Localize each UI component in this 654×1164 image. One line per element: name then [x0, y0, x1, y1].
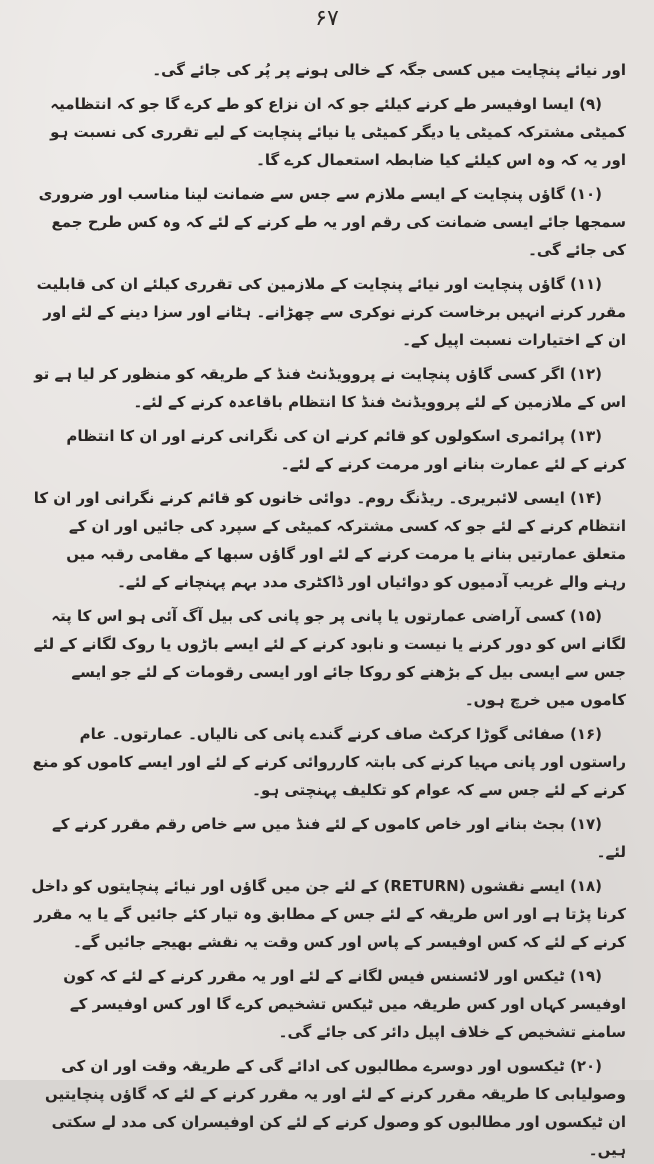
paragraph-clause-9: (۹) ایسا اوفیسر طے کرنے کیلئے جو کہ ان نزاع کو طے کرے گا جو کہ انتظامیہ کمیٹی مشترکہ کمیٹی یا دیگر کمیٹی یا نیائے پنچایت کے لیے تقرری کی نسبت ہو اور یہ کہ وہ اس کیلئے کیا ضابطہ استعمال کرے گا۔	[50, 95, 626, 169]
page-body	[30, 56, 626, 1159]
paragraph-clause-12: (۱۲) اگر کسی گاؤں پنچایت نے پروویڈنٹ فنڈ کے طریقہ کو منظور کر لیا ہے تو اس کے ملازمین کے لئے پروویڈنٹ فنڈ کا انتظام باقاعدہ کرنے کے لئے۔	[34, 365, 626, 411]
paragraph-clause-11: (۱۱) گاؤں پنچایت اور نیائے پنچایت کے ملازمین کی تقرری کیلئے ان کی قابلیت مقرر کرنے انہیں برخاست کرنے نوکری سے چھڑانے۔ ہٹانے اور سزا دینے کے لئے اور ان کے اختیارات نسبت اپیل کے۔	[36, 275, 626, 349]
paragraph-clause-15: (۱۵) کسی آراضی عمارتوں یا پانی پر جو پانی کی بیل آگ آئی ہو اس کا پتہ لگانے اس کو دور کرنے یا نیست و نابود کرنے کے لئے ایسے باڑوں یا روک لگانے کے لئے جس سے ایسی بیل کے بڑھنے کو روکا جائے اور ایسی رقومات کے لئے جو ایسے کاموں میں خرچ ہوں۔	[33, 607, 626, 709]
paragraph-clause-14: (۱۴) ایسی لائبریری۔ ریڈنگ روم۔ دوائی خانوں کو قائم کرنے نگرانی اور ان کا انتظام کرنے کے لئے جو کہ کسی مشترکہ کمیٹی کے سپرد کی جائیں اور ان کے متعلق عمارتیں بنانے یا مرمت کرنے کے لئے اور گاؤں سبھا کے مقامی رقبہ میں رہنے والے غریب آدمیوں کو دوائیاں اور ڈاکٹری مدد بہم پہنچانے کے لئے۔	[33, 489, 626, 591]
paragraph-clause-17: (۱۷) بجٹ بنانے اور خاص کاموں کے لئے فنڈ میں سے خاص رقم مقرر کرنے کے لئے۔	[51, 815, 626, 861]
page-number: ۶۷	[315, 6, 339, 31]
paragraph-clause-10: (۱۰) گاؤں پنچایت کے ایسے ملازم سے جس سے ضمانت لینا مناسب اور ضروری سمجھا جائے ایسی ضمانت کی رقم اور یہ طے کرنے کے لئے کہ وہ کس طرح جمع کی جائے گی۔	[38, 185, 626, 259]
paragraph-clause-18: (۱۸) ایسے نقشوں (RETURN) کے لئے جن میں گاؤں اور نیائے پنچایتوں کو داخل کرنا پڑتا ہے اور اس طریقہ کے لئے جس کے مطابق وہ تیار کئے جائیں گے یا یہ مقرر کرنے کے لئے کہ کس اوفیسر کے پاس اور کس وقت یہ نقشے بھیجے جائیں گے۔	[31, 877, 626, 951]
paragraph-clause-13: (۱۳) پرائمری اسکولوں کو قائم کرنے ان کی نگرانی کرنے اور ان کا انتظام کرنے کے لئے عمارت بنانے اور مرمت کرنے کے لئے۔	[66, 427, 626, 473]
paragraph-continuation: اور نیائے پنچایت میں کسی جگہ کے خالی ہونے پر پُر کی جائے گی۔	[152, 61, 626, 79]
paragraph-clause-16: (۱۶) صفائی گوڑا کرکٹ صاف کرنے گندے پانی کی نالیاں۔ عمارتوں۔ عام راستوں اور پانی مہیا کرنے کی بابتہ کارروائی کرنے کے لئے اور ایسے کاموں کو منع کرنے کے لئے جس سے کہ عوام کو تکلیف پہنچتی ہو۔	[32, 725, 626, 799]
paragraph-clause-20: (۲۰) ٹیکسوں اور دوسرے مطالبوں کی ادائے گی کے طریقہ وقت اور ان کی وصولیابی کا طریقہ مقرر کرنے کے لئے اور یہ مقرر کرنے کے لئے کہ گاؤں پنچایتیں ان ٹیکسوں اور مطالبوں کو وصول کرنے کے لئے کن اوفیسران کی مدد لے سکتی ہیں۔	[44, 1057, 626, 1159]
paragraph-clause-19: (۱۹) ٹیکس اور لائسنس فیس لگانے کے لئے اور یہ مقرر کرنے کے لئے کہ کون اوفیسر کہاں اور کس طریقہ میں ٹیکس تشخیص کرے گا اور کس اوفیسر کے سامنے تشخیص کے خلاف اپیل دائر کی جائے گی۔	[63, 967, 626, 1041]
